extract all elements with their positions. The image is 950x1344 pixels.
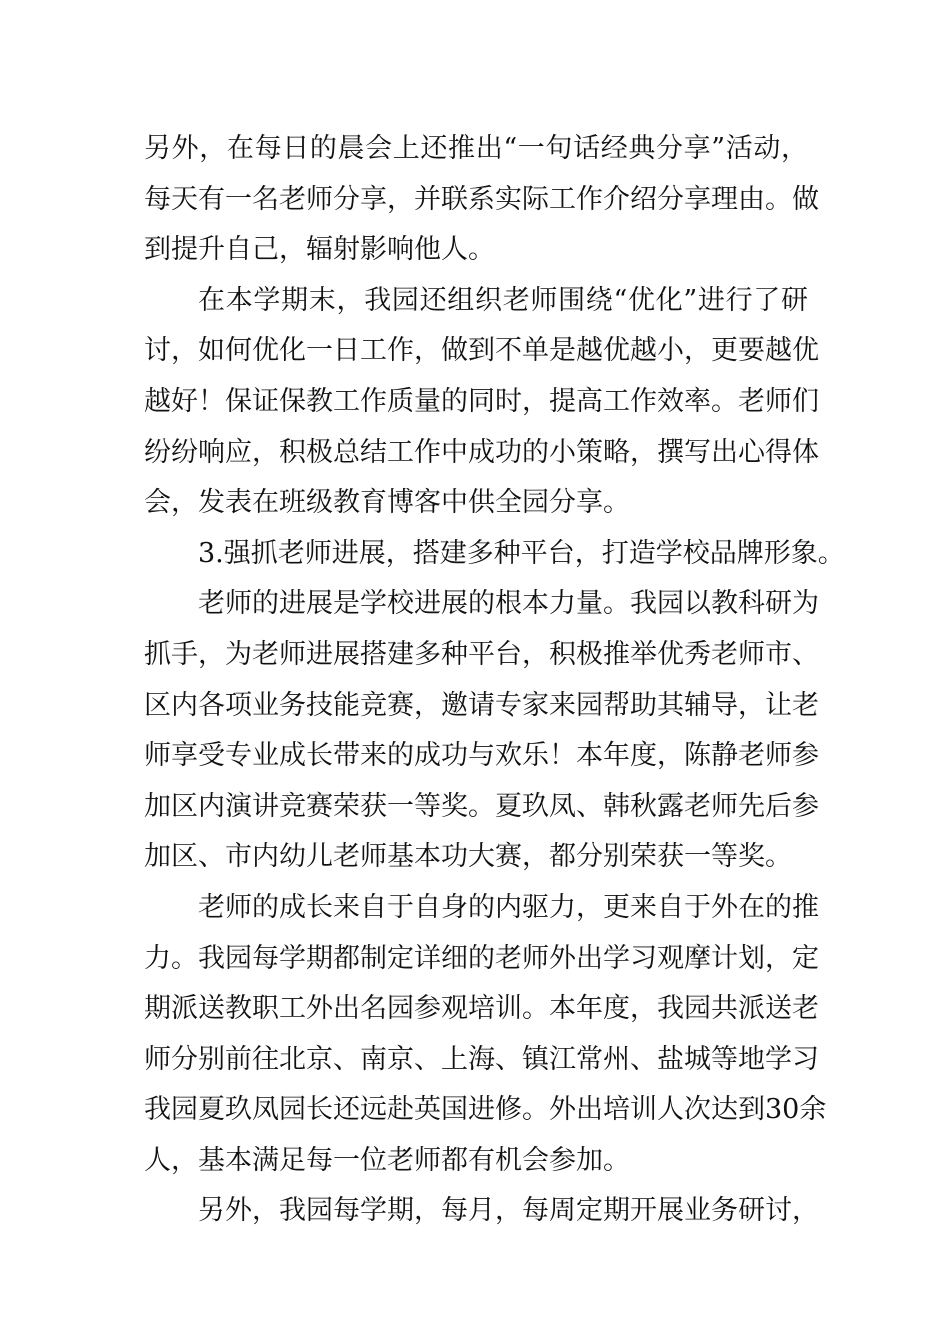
section-heading: 3.强抓老师进展，搭建多种平台，打造学校品牌形象。	[198, 537, 845, 569]
text-line: 另外，在每日的晨会上还推出“一句话经典分享”活动，	[144, 133, 808, 164]
text-line: 纷纷响应，积极总结工作中成功的小策略，撰写出心得体	[144, 436, 819, 468]
text-line: 人，基本满足每一位老师都有机会参加。	[144, 1144, 630, 1176]
paragraph-start-line: 老师的进展是学校进展的根本力量。我园以教科研为	[198, 588, 819, 620]
text-line: 到提升自己，辐射影响他人。	[144, 234, 495, 266]
text-line: 期派送教职工外出名园参观培训。本年度，我园共派送老	[144, 993, 819, 1025]
text-line: 加区内演讲竞赛荣获一等奖。夏玖凤、韩秋露老师先后参	[144, 790, 819, 822]
text-line: 会，发表在班级教育博客中供全园分享。	[144, 487, 630, 519]
text-line: 抓手，为老师进展搭建多种平台，积极推举优秀老师市、	[144, 638, 819, 670]
text-line: 每天有一名老师分享，并联系实际工作介绍分享理由。做	[144, 183, 819, 215]
text-line: 越好！保证保教工作质量的同时，提高工作效率。老师们	[144, 385, 819, 417]
text-line: 力。我园每学期都制定详细的老师外出学习观摩计划，定	[144, 942, 819, 974]
text-line: 区内各项业务技能竞赛，邀请专家来园帮助其辅导，让老	[144, 689, 819, 721]
paragraph-start-line: 在本学期末，我园还组织老师围绕“优化”进行了研	[198, 284, 808, 316]
text-line: 师分别前往北京、南京、上海、镇江常州、盐城等地学习	[144, 1043, 819, 1075]
text-line: 我园夏玖凤园长还远赴英国进修。外出培训人次达到30余	[144, 1094, 827, 1126]
body-text	[144, 124, 845, 1237]
text-line: 讨，如何优化一日工作，做到不单是越优越小，更要越优	[144, 335, 819, 367]
paragraph-start-line: 老师的成长来自于自身的内驱力，更来自于外在的推	[198, 891, 819, 923]
text-line: 加区、市内幼儿老师基本功大赛，都分别荣获一等奖。	[144, 841, 792, 873]
paragraph-start-line: 另外，我园每学期，每月，每周定期开展业务研讨，	[198, 1195, 819, 1227]
text-line: 师享受专业成长带来的成功与欢乐！本年度，陈静老师参	[144, 740, 819, 772]
